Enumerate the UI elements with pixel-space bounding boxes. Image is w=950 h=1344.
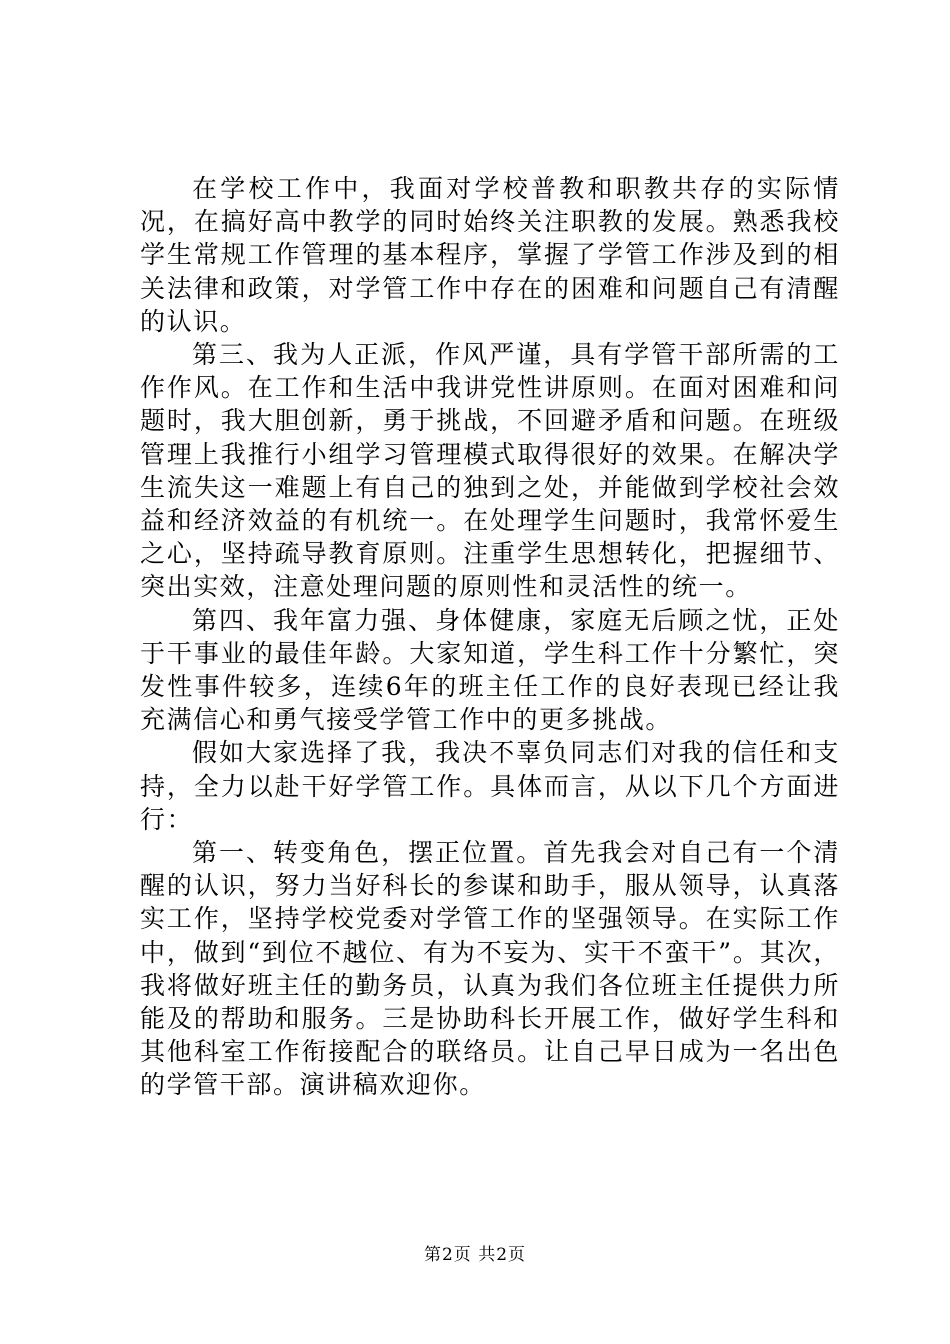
paragraph-4: 假如大家选择了我，我决不辜负同志们对我的信任和支持，全力以赴干好学管工作。具体而言，从以下几个方面进行：: [140, 738, 840, 834]
paragraph-2: 第三、我为人正派，作风严谨，具有学管干部所需的工作作风。在工作和生活中我讲党性讲原则。在面对困难和问题时，我大胆创新，勇于挑战，不回避矛盾和问题。在班级管理上我推行小组学习管理模式取得很好的效果。在解决学生流失这一难题上有自己的独到之处，并能做到学校社会效益和经济效益的有机统一。在处理学生问题时，我常怀爱生之心，坚持疏导教育原则。注重学生思想转化，把握细节、突出实效，注意处理问题的原则性和灵活性的统一。: [140, 340, 840, 602]
paragraph-5: 第一、转变角色，摆正位置。首先我会对自己有一个清醒的认识，努力当好科长的参谋和助手，服从领导，认真落实工作，坚持学校党委对学管工作的坚强领导。在实际工作中，做到“到位不越位、有为不妄为、实干不蛮干”。其次，我将做好班主任的勤务员，认真为我们各位班主任提供力所能及的帮助和服务。三是协助科长开展工作，做好学生科和其他科室工作衔接配合的联络员。让自己早日成为一名出色的学管干部。演讲稿欢迎你。: [140, 838, 840, 1100]
paragraph-3: 第四、我年富力强、身体健康，家庭无后顾之忧，正处于干事业的最佳年龄。大家知道，学生科工作十分繁忙，突发性事件较多，连续6年的班主任工作的良好表现已经让我充满信心和勇气接受学管工作中的更多挑战。: [140, 605, 840, 735]
document-body: [140, 172, 840, 1102]
page-number-footer: 第2页 共2页: [423, 1245, 527, 1265]
paragraph-1: 在学校工作中，我面对学校普教和职教共存的实际情况，在搞好高中教学的同时始终关注职教的发展。熟悉我校学生常规工作管理的基本程序，掌握了学管工作涉及到的相关法律和政策，对学管工作中存在的困难和问题自己有清醒的认识。: [140, 174, 840, 336]
